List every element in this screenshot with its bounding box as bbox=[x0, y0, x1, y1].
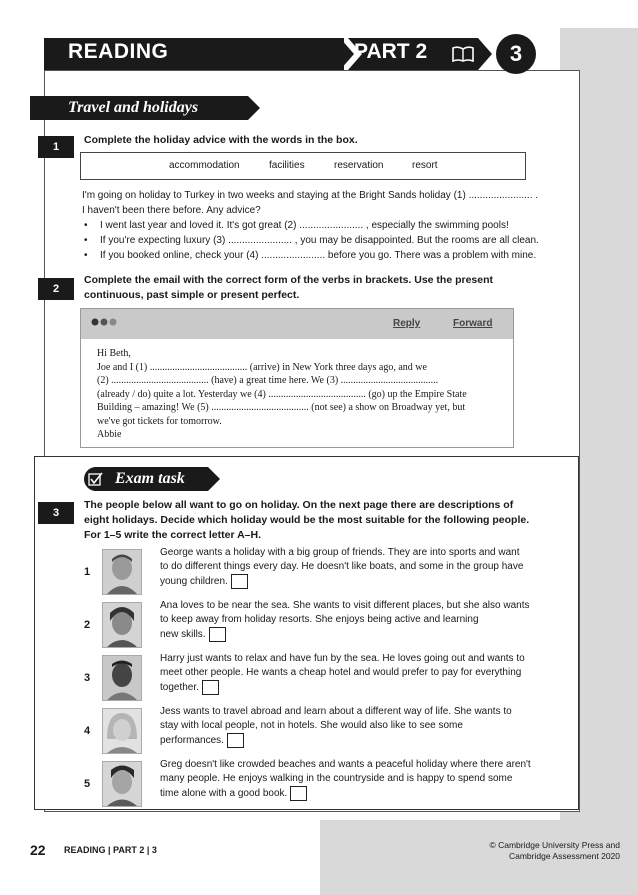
exam-instruction: The people below all want to go on holiday. On the next page there are descriptions of eight holidays. Decide which holiday would be the most suitable for the following people. For 1–5 write the correct letter A–H. bbox=[84, 499, 530, 541]
answer-box[interactable] bbox=[209, 627, 226, 642]
task-number-2: 2 bbox=[38, 278, 74, 300]
part-title: PART 2 bbox=[354, 40, 428, 63]
task1-intro: I haven't been there before. Any advice? bbox=[82, 205, 261, 216]
task2-instruction: Complete the email with the correct form of the verbs in brackets. Use the present continuous, past simple or present perfect. bbox=[84, 274, 494, 301]
email-line: we've got tickets for tomorrow. bbox=[97, 415, 222, 427]
email-line: Joe and I (1) ....................................... (arrive) in New York three days ago, and we bbox=[97, 361, 427, 373]
email-toolbar bbox=[81, 309, 513, 339]
list-item bbox=[84, 758, 554, 811]
task1-text bbox=[82, 188, 552, 263]
section-tag-travel: Travel and holidays bbox=[68, 99, 199, 116]
task1-instruction: Complete the holiday advice with the words in the box. bbox=[84, 134, 358, 146]
word-box-item: reservation bbox=[334, 160, 384, 171]
exam-task-tag: Exam task bbox=[115, 470, 185, 487]
checkbox-tick-icon bbox=[88, 472, 104, 486]
answer-box[interactable] bbox=[290, 786, 307, 801]
list-item bbox=[84, 705, 554, 758]
word-box-item: resort bbox=[412, 160, 438, 171]
email-line: Building – amazing! We (5) ....................................... (not see) a show on Broadway yet, but bbox=[97, 402, 466, 413]
answer-box[interactable] bbox=[227, 733, 244, 748]
email-window bbox=[80, 308, 514, 448]
bullet-item: • I went last year and loved it. It's got great (2) ....................... , especially the swimming pools! bbox=[84, 220, 509, 231]
item-number: 1 bbox=[84, 566, 91, 578]
list-item bbox=[84, 546, 554, 599]
forward-button[interactable]: Forward bbox=[453, 318, 493, 329]
email-line: Abbie bbox=[97, 429, 122, 440]
person-photo bbox=[102, 708, 142, 754]
person-description: Greg doesn't like crowded beaches and wants a peaceful holiday where there aren't many people. He enjoys walking in the countryside and is happy to spend some time alone with a good book. bbox=[160, 759, 531, 800]
task-number-3: 3 bbox=[38, 502, 74, 524]
bullet-item: • If you booked online, check your (4) ....................... before you go. There was a problem with mine. bbox=[84, 250, 537, 261]
word-box-item: accommodation bbox=[169, 160, 240, 171]
person-description: George wants a holiday with a big group of friends. They are into sports and want to do different things every day. He doesn't like boats, and some in the group have young children. bbox=[160, 547, 524, 588]
email-body bbox=[97, 347, 507, 442]
person-photo bbox=[102, 602, 142, 648]
window-dots-icon bbox=[91, 317, 123, 327]
email-line: Hi Beth, bbox=[97, 348, 131, 359]
item-number: 2 bbox=[84, 619, 91, 631]
task1-intro: I'm going on holiday to Turkey in two weeks and staying at the Bright Sands holiday (1) ....................... . bbox=[82, 190, 539, 201]
answer-box[interactable] bbox=[231, 574, 248, 589]
item-number: 5 bbox=[84, 778, 91, 790]
email-line: (already / do) quite a lot. Yesterday we (4) ....................................... (go) up the Empire State bbox=[97, 388, 467, 400]
item-number: 4 bbox=[84, 725, 91, 737]
list-item bbox=[84, 599, 554, 652]
person-photo bbox=[102, 655, 142, 701]
footer-label: READING | PART 2 | 3 bbox=[64, 845, 157, 855]
word-box bbox=[80, 152, 526, 180]
email-line: (2) ....................................... (have) a great time here. We (3) ....................................... bbox=[97, 375, 439, 386]
person-description: Harry just wants to relax and have fun by the sea. He loves going out and wants to meet other people. He wants a cheap hotel and would prefer to pay for everything together. bbox=[160, 653, 525, 694]
page-number: 22 bbox=[30, 842, 46, 858]
section-title: READING bbox=[68, 40, 169, 63]
bullet-item: • If you're expecting luxury (3) ....................... , you may be disappointed. But the rooms are all clean. bbox=[84, 235, 539, 246]
item-number: 3 bbox=[84, 672, 91, 684]
unit-number-badge: 3 bbox=[496, 34, 536, 74]
task-number-1: 1 bbox=[38, 136, 74, 158]
person-description: Ana loves to be near the sea. She wants to visit different places, but she also wants to keep away from holiday resorts. She enjoys being active and learning new skills. bbox=[160, 600, 530, 641]
person-description: Jess wants to travel abroad and learn about a different way of life. She wants to stay with local people, not in hotels. She would also like to see some performances. bbox=[160, 706, 512, 747]
list-item bbox=[84, 652, 554, 705]
answer-box[interactable] bbox=[202, 680, 219, 695]
person-photo bbox=[102, 549, 142, 595]
word-box-item: facilities bbox=[269, 160, 305, 171]
people-list bbox=[84, 546, 554, 811]
copyright: © Cambridge University Press and Cambridge Assessment 2020 bbox=[489, 840, 620, 861]
book-icon bbox=[451, 45, 475, 63]
person-photo bbox=[102, 761, 142, 807]
reply-button[interactable]: Reply bbox=[393, 318, 421, 329]
